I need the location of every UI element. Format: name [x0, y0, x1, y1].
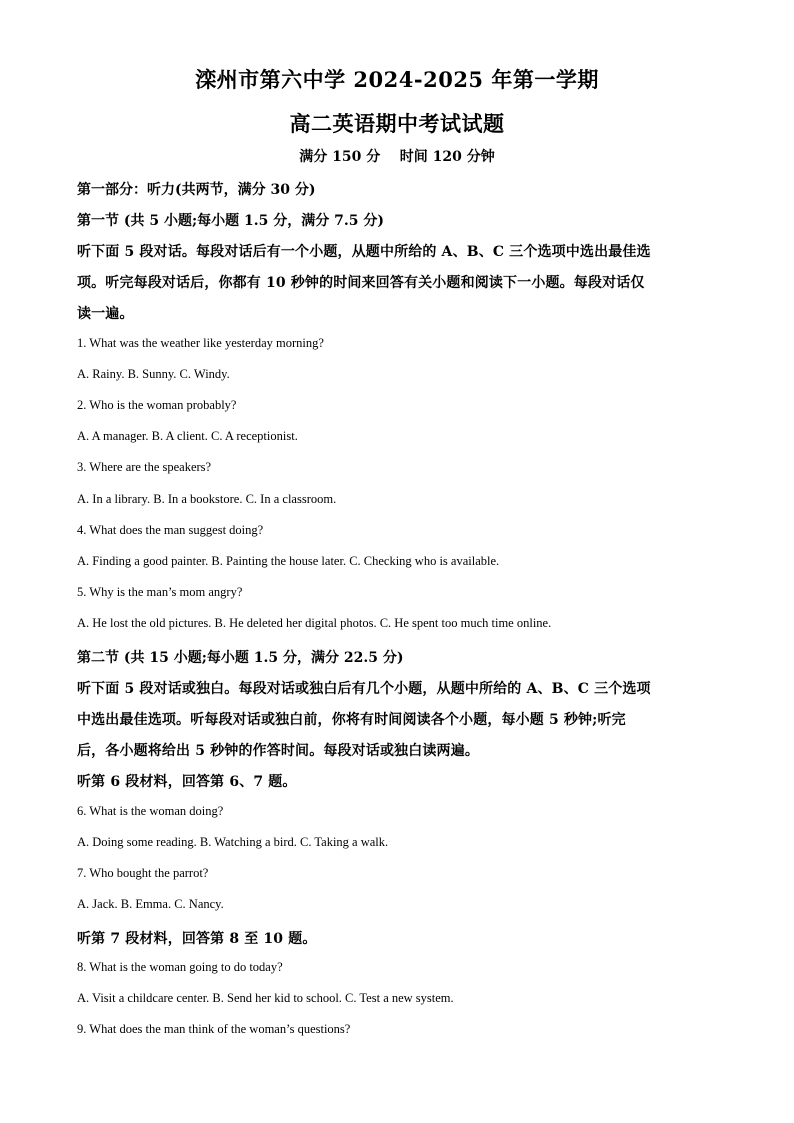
question-text: 8. What is the woman going to do today? [77, 960, 283, 974]
question-options: A. He lost the old pictures. B. He deleted her digital photos. C. He spent too much time online. [77, 616, 552, 630]
question-options: A. A manager. B. A client. C. A receptionist. [77, 429, 298, 443]
section2-instruction-line: 后，各小题将给出 5 秒钟的作答时间。每段对话或独白读两遍。 [77, 743, 479, 759]
section1-instruction-line: 项。听完每段对话后，你都有 10 秒钟的时间来回答有关小题和阅读下一小题。每段对话仅 [77, 275, 645, 291]
section2-instruction-line: 中选出最佳选项。听每段对话或独白前，你将有时间阅读各个小题，每小题 5 秒钟;听完 [77, 712, 626, 728]
question-options: A. Rainy. B. Sunny. C. Windy. [77, 367, 230, 381]
section2-heading: 第二节 (共 15 小题;每小题 1.5 分，满分 22.5 分) [77, 650, 404, 666]
question-text: 2. Who is the woman probably? [77, 398, 237, 412]
question-options: A. Jack. B. Emma. C. Nancy. [77, 897, 224, 911]
exam-title: 滦州市第六中学 2024-2025 年第一学期 [195, 67, 599, 92]
question-options: A. Finding a good painter. B. Painting the house later. C. Checking who is available. [77, 554, 500, 568]
question-options: A. Visit a childcare center. B. Send her kid to school. C. Test a new system. [77, 991, 454, 1005]
question-text: 3. Where are the speakers? [77, 460, 212, 474]
question-options: A. In a library. B. In a bookstore. C. In a classroom. [77, 492, 337, 506]
exam-meta: 满分 150 分 时间 120 分钟 [299, 149, 495, 165]
part1-heading: 第一部分：听力(共两节，满分 30 分) [77, 182, 316, 198]
section2-instruction-line: 听下面 5 段对话或独白。每段对话或独白后有几个小题，从题中所给的 A、B、C 三个选项 [77, 681, 651, 697]
group-heading: 听第 7 段材料，回答第 8 至 10 题。 [77, 931, 317, 947]
exam-subtitle: 高二英语期中考试试题 [289, 111, 505, 136]
section1-instruction-line: 读一遍。 [77, 306, 134, 322]
section1-instruction-line: 听下面 5 段对话。每段对话后有一个小题，从题中所给的 A、B、C 三个选项中选出最佳选 [77, 244, 651, 260]
question-text: 7. Who bought the parrot? [77, 866, 209, 880]
section1-heading: 第一节 (共 5 小题;每小题 1.5 分，满分 7.5 分) [77, 213, 384, 229]
question-text: 4. What does the man suggest doing? [77, 523, 264, 537]
question-text: 5. Why is the man’s mom angry? [77, 585, 243, 599]
group-heading: 听第 6 段材料，回答第 6、7 题。 [77, 774, 297, 790]
question-text: 6. What is the woman doing? [77, 804, 224, 818]
question-text: 9. What does the man think of the woman’s questions? [77, 1022, 351, 1036]
question-text: 1. What was the weather like yesterday morning? [77, 336, 324, 350]
question-options: A. Doing some reading. B. Watching a bird. C. Taking a walk. [77, 835, 389, 849]
